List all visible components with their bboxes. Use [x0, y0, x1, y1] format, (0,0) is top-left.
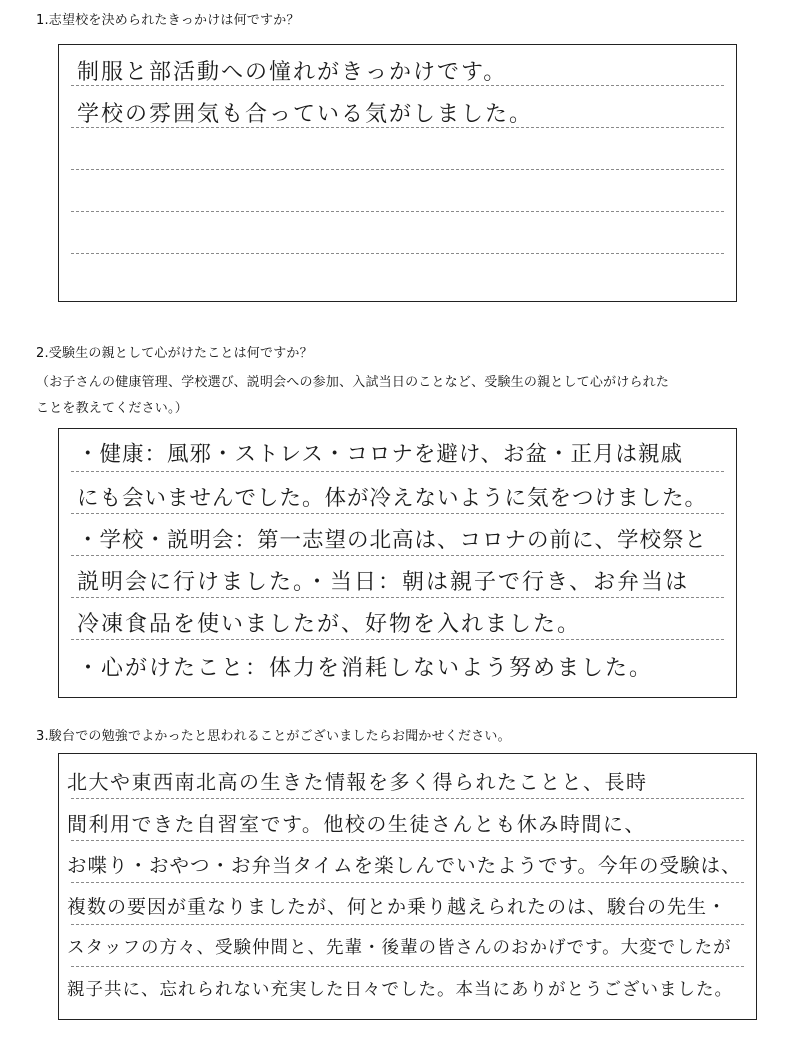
answer-3-line-6: 親子共に、忘れられない充実した日々でした。本当にありがとうございました。	[67, 980, 733, 1000]
ruled-line	[71, 555, 724, 556]
answer-2-line-6: ・心がけたこと：体力を消耗しないよう努めました。	[77, 656, 654, 681]
ruled-line	[71, 924, 744, 925]
answer-3-line-5: スタッフの方々、受験仲間と、先輩・後輩の皆さんのおかげです。大変でしたが	[67, 938, 732, 958]
ruled-line	[71, 966, 744, 967]
ruled-line	[71, 85, 724, 86]
ruled-line	[71, 471, 724, 472]
ruled-line	[71, 211, 724, 212]
answer-1-line-2: 学校の雰囲気も合っている気がしました。	[77, 102, 534, 127]
ruled-line	[71, 169, 724, 170]
ruled-line	[71, 639, 724, 640]
answer-2-line-2: にも会いませんでした。体が冷えないように気をつけました。	[77, 486, 708, 511]
answer-3-line-1: 北大や東西南北高の生きた情報を多く得られたことと、長時	[67, 770, 648, 794]
answer-3-line-4: 複数の要因が重なりましたが、何とか乗り越えられたのは、駿台の先生・	[67, 896, 728, 918]
answer-3-line-3: お喋り・おやつ・お弁当タイムを楽しんでいたようです。今年の受験は、	[67, 854, 742, 877]
ruled-line	[71, 840, 744, 841]
answer-2-line-1: ・健康：風邪・ストレス・コロナを避け、お盆・正月は親戚	[77, 442, 683, 467]
answer-box-2	[58, 428, 737, 698]
answer-2-line-5: 冷凍食品を使いましたが、好物を入れました。	[77, 612, 582, 637]
answer-2-line-4: 説明会に行けました。・当日：朝は親子で行き、お弁当は	[77, 570, 690, 595]
question-2: 2.受験生の親として心がけたことは何ですか？	[36, 346, 313, 361]
ruled-line	[71, 253, 724, 254]
answer-box-3	[58, 753, 757, 1020]
question-1: 1.志望校を決められたきっかけは何ですか？	[36, 13, 300, 28]
question-3: 3.駿台での勉強でよかったと思われることがございましたらお聞かせください。	[36, 729, 511, 744]
ruled-line	[71, 798, 744, 799]
question-2-note-line-1: （お子さんの健康管理、学校選び、説明会への参加、入試当日のことなど、受験生の親として心がけられた	[36, 375, 670, 390]
question-2-note-line-2: ことを教えてください。）	[36, 401, 188, 416]
ruled-line	[71, 127, 724, 128]
answer-3-line-2: 間利用できた自習室です。他校の生徒さんとも休み時間に、	[67, 812, 646, 836]
ruled-line	[71, 882, 744, 883]
ruled-line	[71, 597, 724, 598]
answer-box-1	[58, 44, 737, 302]
answer-2-line-3: ・学校・説明会：第一志望の北高は、コロナの前に、学校祭と	[77, 528, 708, 553]
ruled-line	[71, 513, 724, 514]
answer-1-line-1: 制服と部活動への憧れがきっかけです。	[77, 60, 508, 85]
